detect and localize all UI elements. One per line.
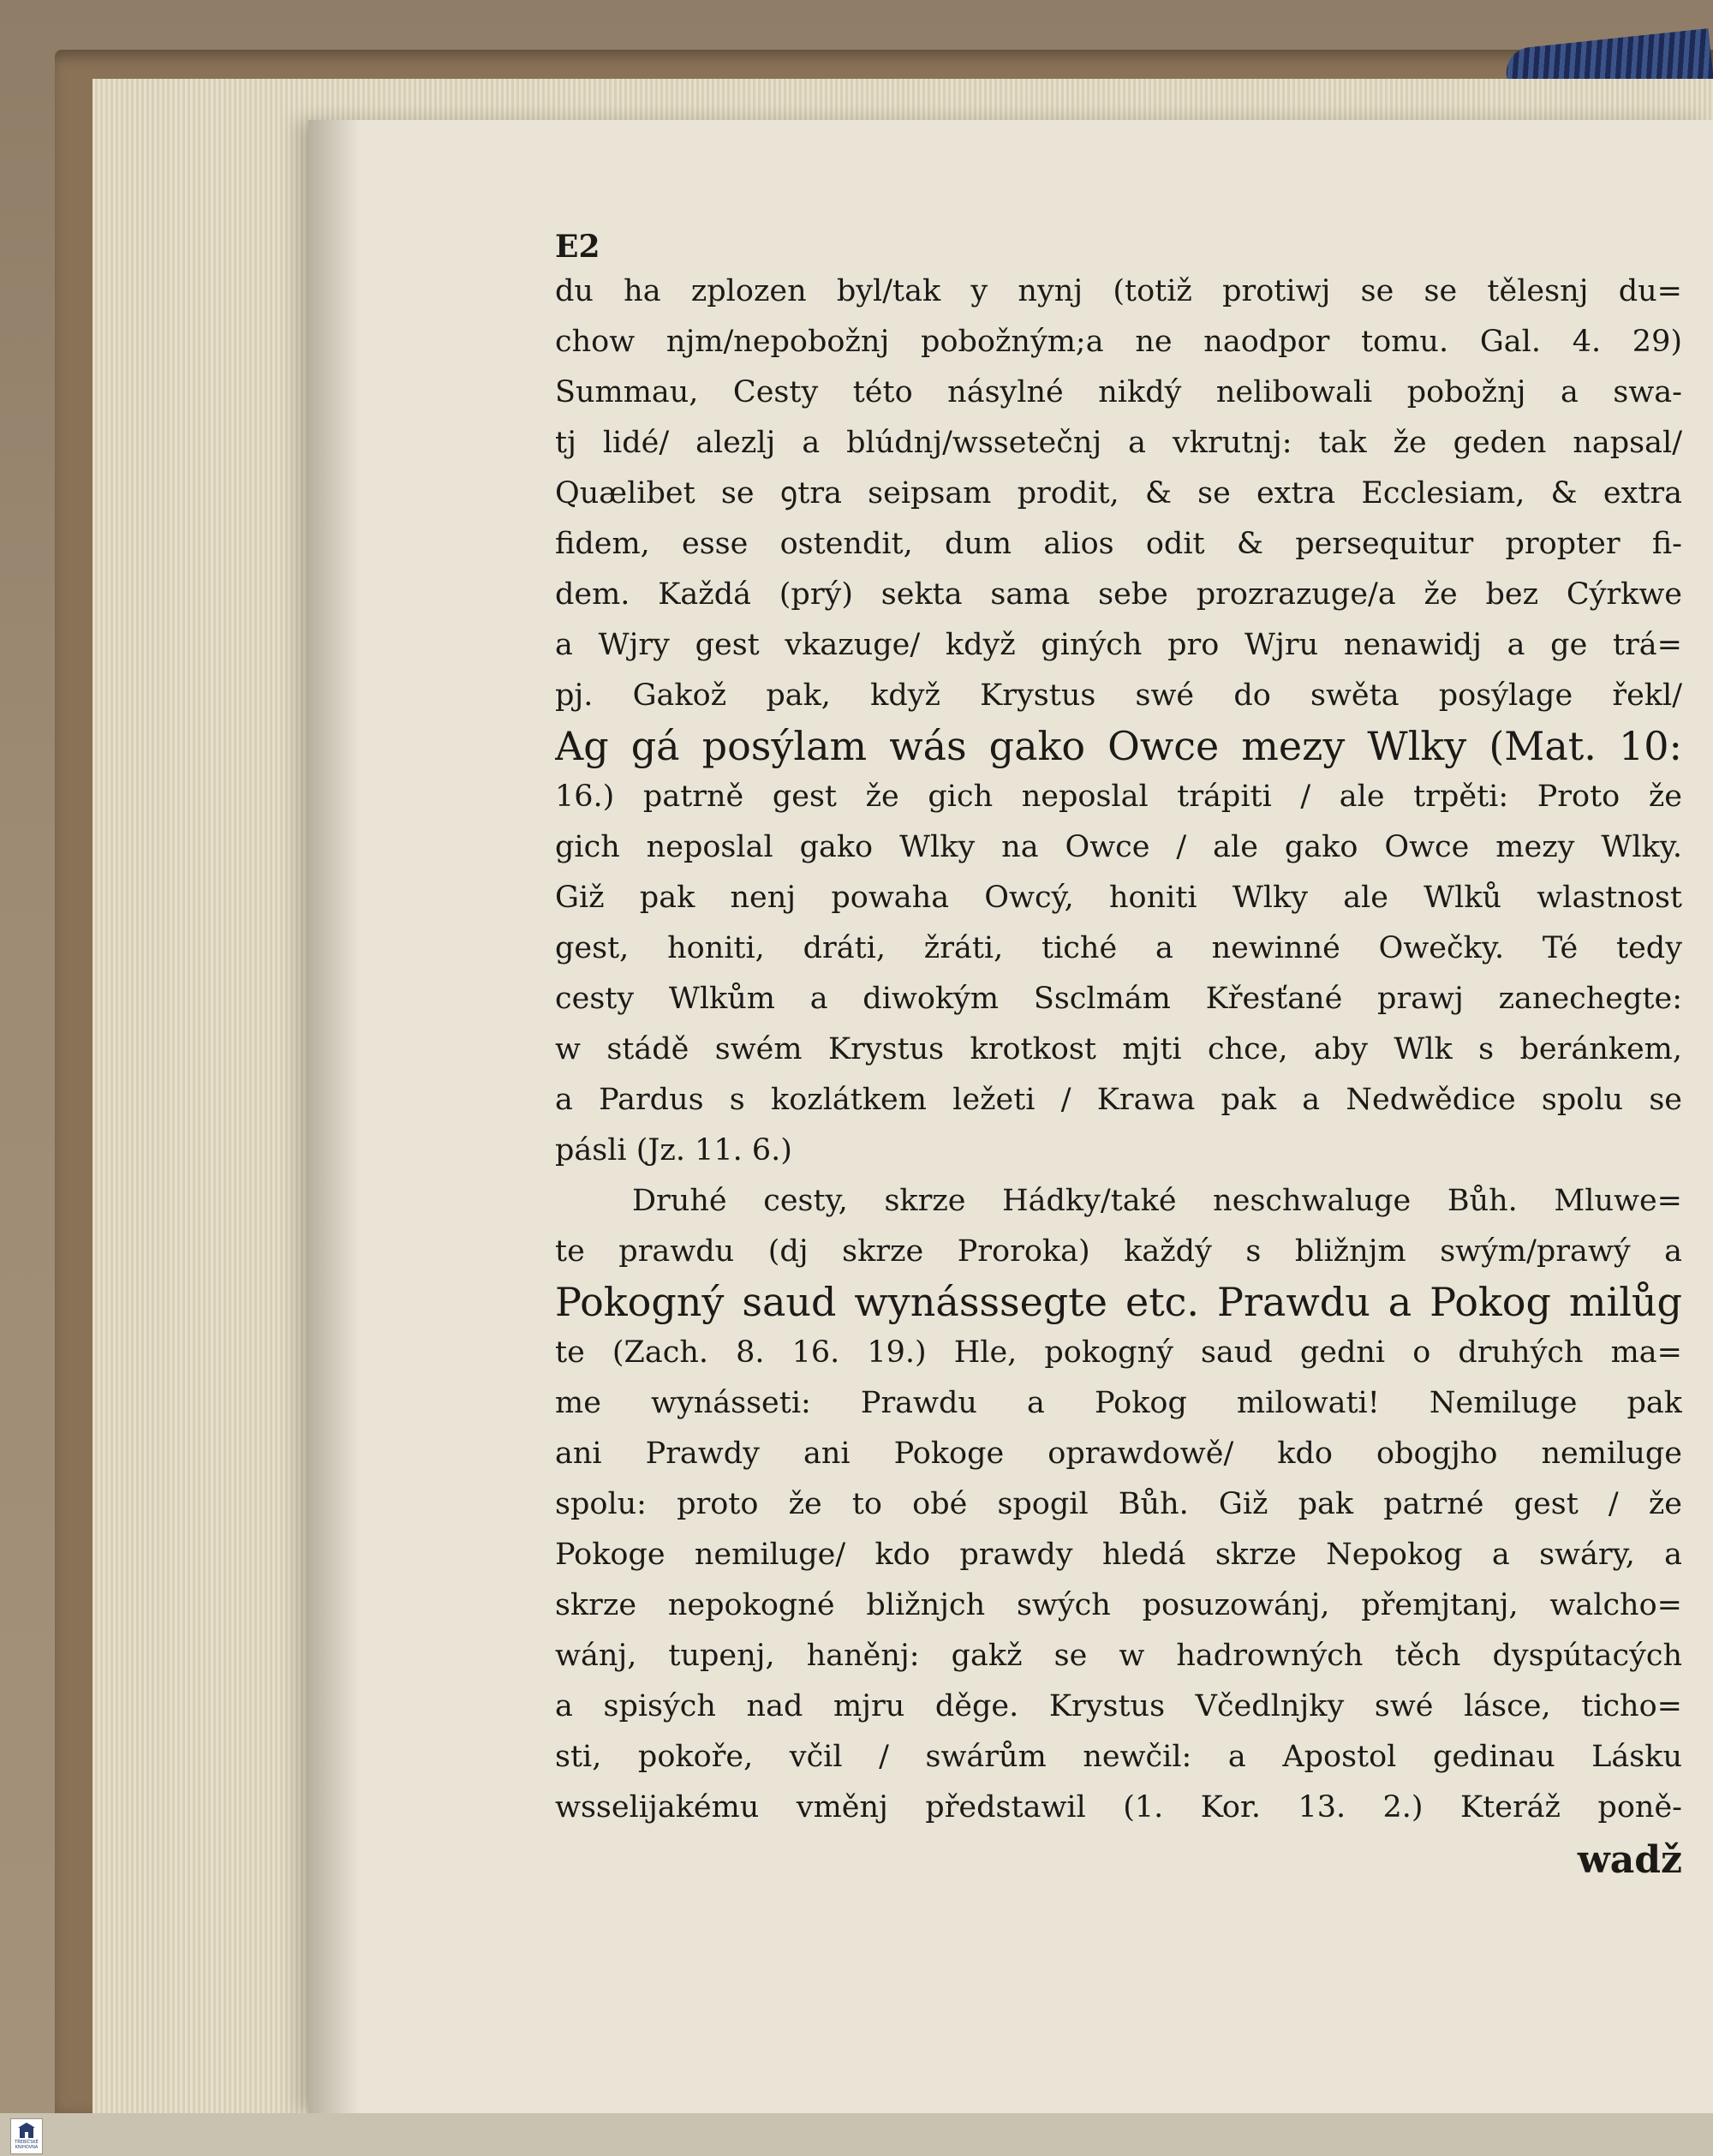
text-line: skrze nepokogné bližnjch swých posuzowánj, přemjtanj, walcho= — [555, 1588, 1682, 1622]
library-logo — [10, 2118, 43, 2154]
text-line: Druhé cesty, skrze Hádky/také neschwaluge Bůh. Mluwe= — [632, 1184, 1682, 1218]
library-building-icon — [17, 2123, 36, 2140]
text-line: Summau, Cesty této násylné nikdý nelibowali pobožnj a swa- — [555, 375, 1682, 409]
text-line: wsselijakému vměnj předstawil (1. Kor. 13. 2.) Kteráž poně- — [555, 1790, 1682, 1825]
logo-line1: TŘEBÍČSKÉ — [15, 2140, 39, 2145]
text-line: du ha zplozen byl/tak y nynj (totiž protiwj se se tělesnj du= — [555, 274, 1682, 308]
text-line: me wynásseti: Prawdu a Pokog milowati! Nemiluge pak — [555, 1386, 1682, 1420]
text-line: cesty Wlkům a diwokým Ssclmám Křesťané prawj zanechegte: — [555, 982, 1682, 1016]
text-line: Giž pak nenj powaha Owcý, honiti Wlky ale Wlků wlastnost — [555, 881, 1682, 915]
text-line: pj. Gakož pak, když Krystus swé do swěta posýlage řekl/ — [555, 678, 1682, 713]
text-line: ani Prawdy ani Pokoge oprawdowě/ kdo obogjho nemiluge — [555, 1436, 1682, 1471]
page-text — [555, 229, 1682, 1882]
text-line: gich neposlal gako Wlky na Owce / ale gako Owce mezy Wlky. — [555, 830, 1682, 864]
text-line: fidem, esse ostendit, dum alios odit & persequitur propter fi- — [555, 527, 1682, 561]
text-line: Ag gá posýlam wás gako Owce mezy Wlky (Mat. 10: — [555, 723, 1682, 769]
text-line: Pokoge nemiluge/ kdo prawdy hledá skrze Nepokog a swáry, a — [555, 1538, 1682, 1572]
text-line: tj lidé/ alezlj a blúdnj/wssetečnj a vkrutnj: tak že geden napsal/ — [555, 426, 1682, 460]
gutter-shadow — [308, 120, 360, 2113]
viewer-footer — [0, 2113, 1713, 2156]
text-line: pásli (Jz. 11. 6.) — [555, 1133, 792, 1168]
text-line: 16.) patrně gest že gich neposlal trápiti / ale trpěti: Proto že — [555, 779, 1682, 814]
text-line: gest, honiti, dráti, žráti, tiché a newinné Owečky. Té tedy — [555, 931, 1682, 965]
catchword: wadž — [1577, 1838, 1682, 1882]
text-line: te (Zach. 8. 16. 19.) Hle, pokogný saud gedni o druhých ma= — [555, 1335, 1682, 1370]
logo-line2: KNIHOVNA — [15, 2145, 39, 2150]
text-line: sti, pokoře, včil / swárům newčil: a Apostol gedinau Lásku — [555, 1740, 1682, 1774]
text-line: wánj, tupenj, haněnj: gakž se w hadrowných těch dyspútacých — [555, 1639, 1682, 1673]
text-line: Pokogný saud wynásssegte etc. Prawdu a Pokog milůg — [555, 1279, 1682, 1325]
text-line: spolu: proto že to obé spogil Bůh. Giž pak patrné gest / že — [555, 1487, 1682, 1521]
text-line: a spisých nad mjru děge. Krystus Včedlnjky swé lásce, ticho= — [555, 1689, 1682, 1723]
text-line: a Pardus s kozlátkem ležeti / Krawa pak a Nedwědice spolu se — [555, 1083, 1682, 1117]
text-line: chow njm/nepobožnj pobožným;a ne naodpor tomu. Gal. 4. 29) — [555, 325, 1682, 359]
signature-mark: E2 — [555, 229, 600, 265]
text-line: Quælibet se ꝯtra seipsam prodit, & se extra Ecclesiam, & extra — [555, 476, 1682, 511]
text-line: a Wjry gest vkazuge/ když giných pro Wjru nenawidj a ge trá= — [555, 628, 1682, 662]
text-line: w stádě swém Krystus krotkost mjti chce, aby Wlk s beránkem, — [555, 1032, 1682, 1066]
text-line: dem. Každá (prý) sekta sama sebe prozrazuge/a že bez Cýrkwe — [555, 577, 1682, 612]
text-line: te prawdu (dj skrze Proroka) každý s bližnjm swým/prawý a — [555, 1234, 1682, 1269]
